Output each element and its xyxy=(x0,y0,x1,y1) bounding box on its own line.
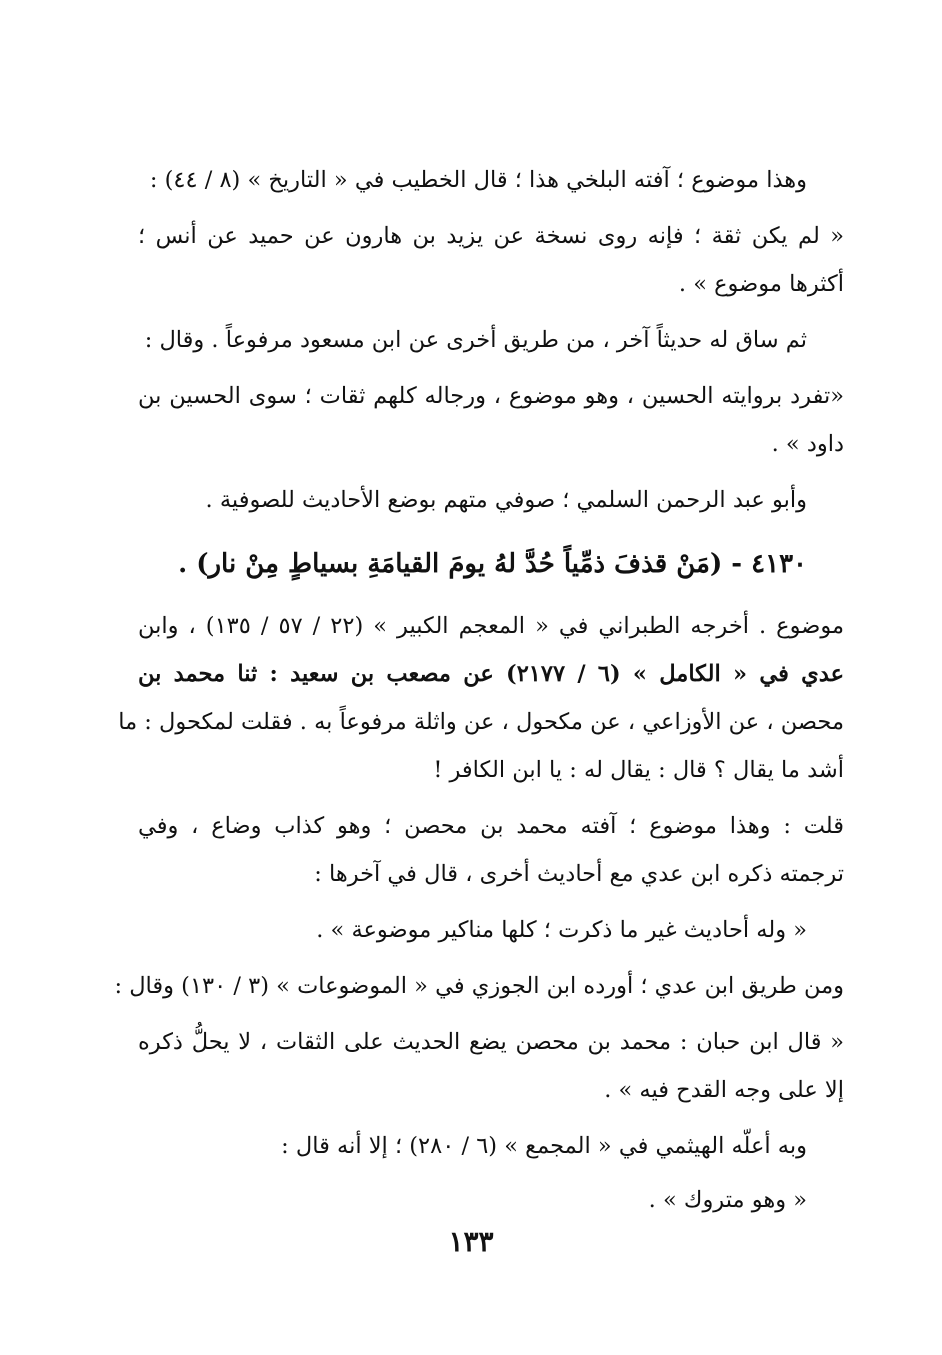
text-line: « وله أحاديث غير ما ذكرت ؛ كلها مناكير موضوعة » . xyxy=(316,917,807,943)
text-line: وهذا موضوع ؛ آفته البلخي هذا ؛ قال الخطيب في « التاريخ » (٨ / ٤٤) : xyxy=(149,167,807,193)
text-line: « قال ابن حبان : محمد بن محصن يضع الحديث على الثقات ، لا يحلُّ ذكره xyxy=(138,1029,844,1055)
text-line: وبه أعلّه الهيثمي في « المجمع » (٦ / ٢٨٠) ؛ إلا أنه قال : xyxy=(281,1133,807,1159)
text-line: « وهو متروك » . xyxy=(648,1187,807,1213)
text-line: « لم يكن ثقة ؛ فإنه روى نسخة عن يزيد بن هارون عن حميد عن أنس ؛ xyxy=(138,223,844,249)
text-line: ومن طريق ابن عدي ؛ أورده ابن الجوزي في « الموضوعات » (٣ / ١٣٠) وقال : xyxy=(114,973,844,999)
text-line: إلا على وجه القدح فيه » . xyxy=(604,1077,844,1103)
text-line: موضوع . أخرجه الطبراني في « المعجم الكبير » (٢٢ / ٥٧ / ١٣٥) ، وابن xyxy=(138,613,844,639)
text-line: ثم ساق له حديثاً آخر ، من طريق أخرى عن ابن مسعود مرفوعاً . وقال : xyxy=(144,327,807,353)
page-number: ١٣٣ xyxy=(448,1225,494,1258)
text-line: وأبو عبد الرحمن السلمي ؛ صوفي متهم بوضع الأحاديث للصوفية . xyxy=(205,487,807,513)
text-line: قلت : وهذا موضوع ؛ آفته محمد بن محصن ؛ وهو كذاب وضاع ، وفي xyxy=(138,813,844,839)
text-line: ترجمته ذكره ابن عدي مع أحاديث أخرى ، قال في آخرها : xyxy=(314,861,844,887)
text-line: داود » . xyxy=(771,431,844,457)
text-line: أكثرها موضوع » . xyxy=(678,271,844,297)
text-line: عدي في « الكامل » (٦ / ٢١٧٧) عن مصعب بن سعيد : ثنا محمد بن xyxy=(138,661,844,687)
text-line: محصن ، عن الأوزاعي ، عن مكحول ، عن واثلة مرفوعاً به . فقلت لمكحول : ما xyxy=(118,709,844,735)
text-line: «تفرد بروايته الحسين ، وهو موضوع ، ورجاله كلهم ثقات ؛ سوى الحسين بن xyxy=(138,383,844,409)
hadith-heading: ٤١٣٠ - (مَنْ قذفَ ذمِّياً حُدَّ لهُ يومَ القيامَةِ بسياطٍ مِنْ نار) . xyxy=(178,549,807,579)
text-line: أشد ما يقال ؟ قال : يقال له : يا ابن الكافر ! xyxy=(433,757,844,783)
